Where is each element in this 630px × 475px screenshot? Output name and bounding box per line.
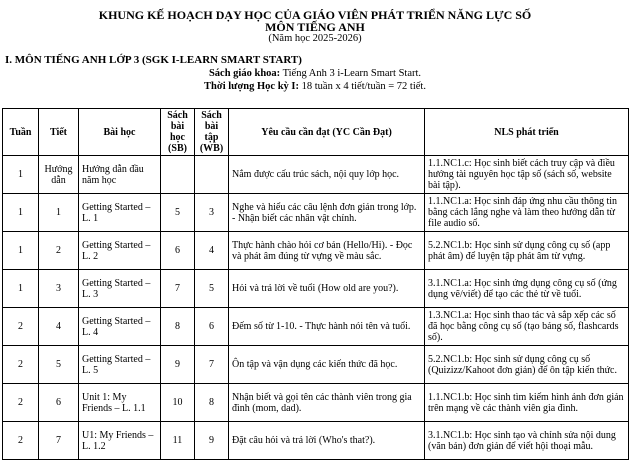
textbook-line: [0, 68, 630, 79]
cell-lesson: U1: My Friends – L. 1.2: [79, 422, 161, 460]
cell-wb: 6: [195, 308, 229, 346]
col-header-lesson: Bài học: [79, 109, 161, 156]
cell-week: 1: [3, 194, 39, 232]
table-row: [3, 156, 629, 194]
cell-week: 2: [3, 346, 39, 384]
col-header-week: Tuần: [3, 109, 39, 156]
cell-requirement: Nắm được cấu trúc sách, nội quy lớp học.: [229, 156, 425, 194]
col-header-requirement: Yêu cầu cần đạt (YC Cần Đạt): [229, 109, 425, 156]
document-title: KHUNG KẾ HOẠCH DẠY HỌC CỦA GIÁO VIÊN PHÁT TRIỂN NĂNG LỰC SỐ: [98, 8, 532, 22]
cell-sb: 10: [161, 384, 195, 422]
cell-period: 6: [39, 384, 79, 422]
section-heading: I. MÔN TIẾNG ANH LỚP 3 (SGK I-LEARN SMART START): [5, 54, 302, 66]
cell-nls: 1.1.NC1.c: Học sinh biết cách truy cập và điều hướng tài nguyên học tập số (sách số, website bài tập).: [425, 156, 629, 194]
duration-value: 18 tuần x 4 tiết/tuần = 72 tiết.: [299, 81, 426, 92]
cell-period: Hướng dẫn: [39, 156, 79, 194]
duration-line: [0, 81, 630, 92]
col-header-period: Tiết: [39, 109, 79, 156]
cell-week: 2: [3, 422, 39, 460]
cell-lesson: Unit 1: My Friends – L. 1.1: [79, 384, 161, 422]
cell-period: 3: [39, 270, 79, 308]
cell-nls: 1.3.NC1.a: Học sinh thao tác và sắp xếp các số đã học bằng công cụ số (tạo bảng số, flashcards số).: [425, 308, 629, 346]
cell-nls: 5.2.NC1.b: Học sinh sử dụng công cụ số (app phát âm) để luyện tập phát âm từ vựng.: [425, 232, 629, 270]
cell-nls: 3.1.NC1.b: Học sinh tạo và chỉnh sửa nội dung (văn bản) đơn giản để viết hội thoại mẫu.: [425, 422, 629, 460]
cell-requirement: Hỏi và trả lời về tuổi (How old are you?).: [229, 270, 425, 308]
cell-period: 1: [39, 194, 79, 232]
lesson-plan-table: [2, 108, 629, 460]
cell-sb: 8: [161, 308, 195, 346]
cell-requirement: Đếm số từ 1-10. - Thực hành nói tên và tuổi.: [229, 308, 425, 346]
cell-wb: 5: [195, 270, 229, 308]
table-row: [3, 346, 629, 384]
cell-requirement: Đặt câu hỏi và trả lời (Who's that?).: [229, 422, 425, 460]
cell-lesson: Getting Started – L. 5: [79, 346, 161, 384]
cell-sb: 6: [161, 232, 195, 270]
subject-title: MÔN TIẾNG ANH: [265, 20, 365, 34]
cell-week: 1: [3, 270, 39, 308]
cell-period: 5: [39, 346, 79, 384]
cell-requirement: Thực hành chào hỏi cơ bản (Hello/Hi). - Đọc và phát âm đúng từ vựng về màu sắc.: [229, 232, 425, 270]
textbook-label: Sách giáo khoa:: [208, 68, 281, 79]
cell-lesson: Getting Started – L. 1: [79, 194, 161, 232]
duration-label: Thời lượng Học kỳ I:: [204, 81, 299, 92]
cell-sb: 5: [161, 194, 195, 232]
table-row: [3, 232, 629, 270]
cell-sb: 9: [161, 346, 195, 384]
cell-week: 2: [3, 384, 39, 422]
cell-requirement: Nhận biết và gọi tên các thành viên trong gia đình (mom, dad).: [229, 384, 425, 422]
col-header-sb: Sách bài học (SB): [161, 109, 195, 156]
school-year: (Năm học 2025-2026): [268, 33, 362, 44]
cell-sb: 7: [161, 270, 195, 308]
cell-week: 1: [3, 156, 39, 194]
cell-period: 2: [39, 232, 79, 270]
col-header-nls: NLS phát triển: [425, 109, 629, 156]
cell-nls: 1.1.NC1.a: Học sinh đáp ứng nhu cầu thông tin bằng cách lắng nghe và làm theo hướng dẫn từ file audio số.: [425, 194, 629, 232]
cell-lesson: Getting Started – L. 2: [79, 232, 161, 270]
table-row: [3, 194, 629, 232]
cell-week: 2: [3, 308, 39, 346]
cell-wb: 3: [195, 194, 229, 232]
cell-lesson: Getting Started – L. 4: [79, 308, 161, 346]
cell-wb: [195, 156, 229, 194]
cell-period: 4: [39, 308, 79, 346]
cell-period: 7: [39, 422, 79, 460]
col-header-wb: Sách bài tập (WB): [195, 109, 229, 156]
cell-sb: 11: [161, 422, 195, 460]
cell-requirement: Nghe và hiểu các câu lệnh đơn giản trong lớp. - Nhận biết các nhân vật chính.: [229, 194, 425, 232]
textbook-value: Tiếng Anh 3 i-Learn Smart Start.: [280, 68, 422, 79]
cell-lesson: Getting Started – L. 3: [79, 270, 161, 308]
cell-lesson: Hướng dẫn đầu năm học: [79, 156, 161, 194]
table-row: [3, 384, 629, 422]
cell-week: 1: [3, 232, 39, 270]
cell-wb: 7: [195, 346, 229, 384]
table-row: [3, 422, 629, 460]
cell-requirement: Ôn tập và vận dụng các kiến thức đã học.: [229, 346, 425, 384]
table-row: [3, 270, 629, 308]
table-row: [3, 308, 629, 346]
cell-nls: 5.2.NC1.b: Học sinh sử dụng công cụ số (Quizizz/Kahoot đơn giản) để ôn tập kiến thức.: [425, 346, 629, 384]
cell-wb: 8: [195, 384, 229, 422]
table-header-row: [3, 109, 629, 156]
cell-nls: 3.1.NC1.a: Học sinh ứng dụng công cụ số (ứng dụng vẽ/viết) để tạo các thẻ từ về tuổi.: [425, 270, 629, 308]
cell-sb: [161, 156, 195, 194]
cell-wb: 9: [195, 422, 229, 460]
cell-nls: 1.1.NC1.b: Học sinh tìm kiếm hình ảnh đơn giản trên mạng về các thành viên gia đình.: [425, 384, 629, 422]
cell-wb: 4: [195, 232, 229, 270]
